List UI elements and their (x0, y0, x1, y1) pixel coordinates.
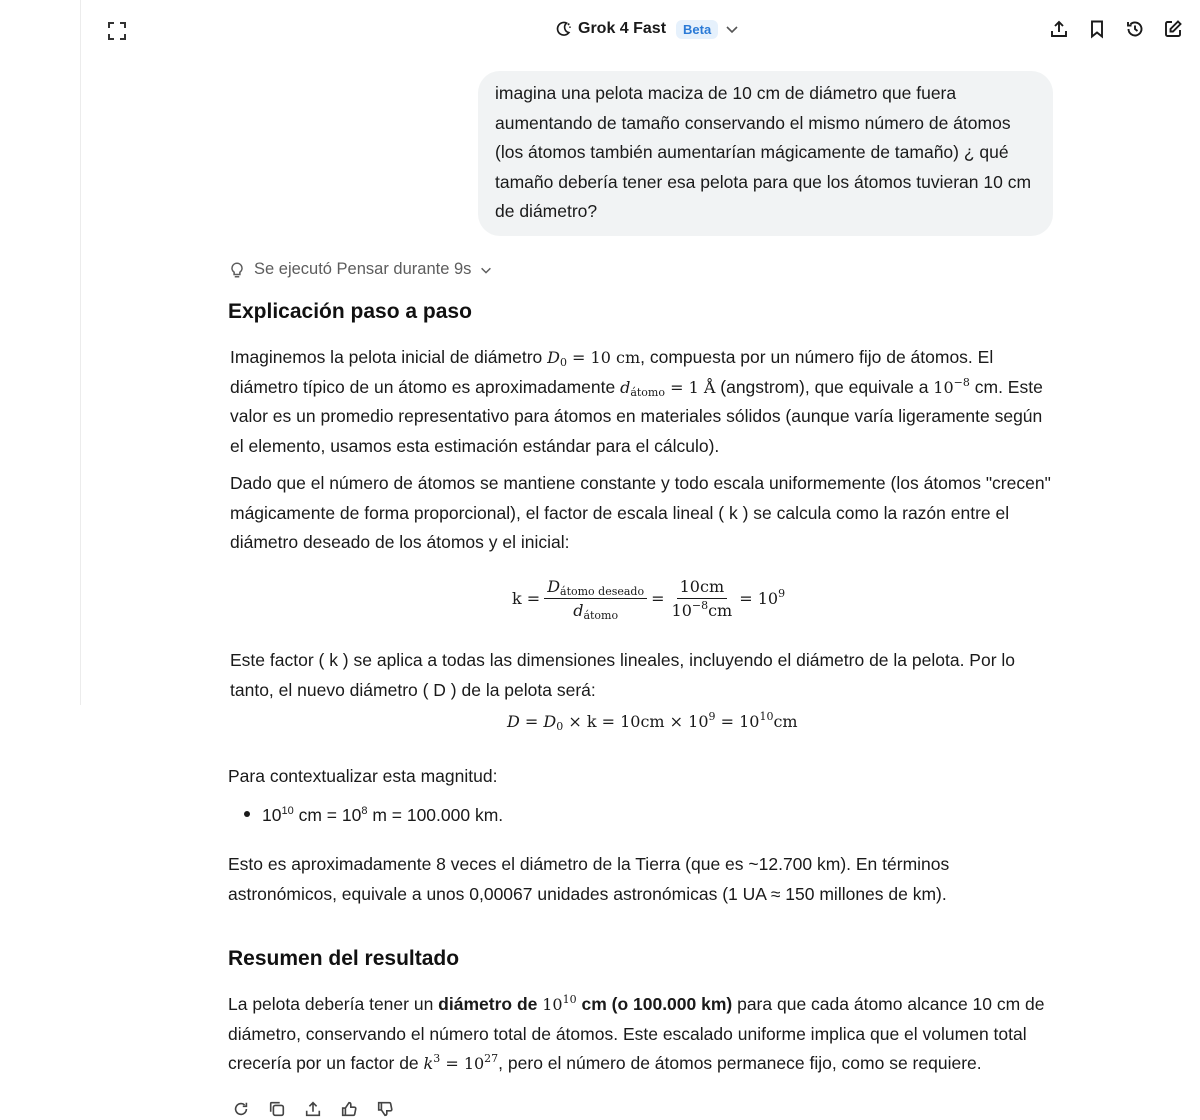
regenerate-button[interactable] (230, 1098, 252, 1120)
list-item: $10^{10}$ cm = $10^8$ m = 100.000 km. (244, 803, 503, 827)
lightbulb-icon (228, 261, 246, 279)
math-ten-minus-eight: $10^{-8}$ (933, 375, 970, 397)
like-button[interactable] (338, 1098, 360, 1120)
share-button[interactable] (1046, 16, 1072, 42)
equation-scale-factor: k = $\frac{D_{átomo deseado}}{d_{átomo}}$ = $\frac{10cm}{10^{-8}cm}$ = $10^9$ (512, 576, 786, 622)
fraction-values: $\frac{10cm}{10^{-8}cm}$ (671, 576, 733, 620)
copy-button[interactable] (266, 1098, 288, 1120)
math-ten-ten: $10^{10}$ (542, 993, 577, 1014)
fraction-atom-diameters: $\frac{D_{átomo deseado}}{d_{átomo}}$ (544, 577, 647, 620)
history-button[interactable] (1122, 16, 1148, 42)
paragraph-summary: La pelota debería tener un diámetro de $10^{10}$ cm (o 100.000 km) para que cada átomo alcance 10 cm de diámetro, conservando el número total de átomos. Este escalado uniforme implica que el volumen total crecería por un factor de $k^3 = 10^{27}$, pero el número de átomos permanece fijo, como se requiere. (228, 993, 1045, 1074)
edit-icon (1163, 19, 1183, 39)
paragraph-intro: Imaginemos la pelota inicial de diámetro $D_0 = 10$ cm, compuesta por un número fijo de átomos. El diámetro típico de un átomo es aproximadamente $d_{átomo} = 1$ Å (angstrom), que equivale a $10^{-8}$ cm. Este valor es un promedio representativo para átomos en materiales sólidos (aunque varía ligeramente según el elemento, usamos esta estimación estándar para el cálculo). (230, 347, 1043, 456)
user-message: imagina una pelota maciza de 10 cm de diámetro que fuera aumentando de tamaño conservando el mismo número de átomos (los átomos también aumentarían mágicamente de tamaño) ¿ qué tamaño debería tener esa pelota para que los átomos tuvieran 10 cm de diámetro? (478, 71, 1053, 236)
paragraph-context: Para contextualizar esta magnitud: (228, 766, 498, 786)
heading-summary: Resumen del resultado (228, 947, 460, 970)
beta-badge: Beta (676, 20, 718, 39)
expand-sidebar-button[interactable] (104, 18, 130, 44)
paragraph-apply-factor: Este factor ( k ) se aplica a todas las dimensiones lineales, incluyendo el diámetro de la pelota. Por lo tanto, el nuevo diámetro ( D ) de la pelota será: (230, 650, 1016, 700)
copy-icon (268, 1100, 286, 1118)
expand-icon (107, 21, 127, 41)
moon-icon (554, 20, 572, 38)
math-d0: $D_0 = 10$ cm (547, 348, 641, 369)
response-actions (230, 1098, 396, 1120)
equation-new-diameter: $D = D_0 \times k = 10cm \times 10^9 = 10^{10}cm$ (507, 710, 798, 733)
thinking-toggle[interactable] (228, 260, 493, 279)
bookmark-button[interactable] (1084, 16, 1110, 42)
paragraph-earth-comparison: Esto es aproximadamente 8 veces el diámetro de la Tierra (que es ~12.700 km). En términos astronómicos, equivale a unos 0,00067 unidades astronómicas (1 UA ≈ 150 millones de km). (228, 854, 950, 904)
sidebar-rail (0, 0, 81, 705)
heading-step-by-step: Explicación paso a paso (228, 300, 472, 323)
bullet-dot (244, 811, 250, 817)
top-actions (1046, 16, 1186, 42)
paragraph-scale-factor: Dado que el número de átomos se mantiene constante y todo escala uniformemente (los átomos "crecen" mágicamente de forma proporcional), el factor de escala lineal ( k ) se calcula como la razón entre el diámetro deseado de los átomos y el inicial: (230, 473, 1051, 553)
model-name: Grok 4 Fast (578, 20, 667, 37)
math-k-cubed: $k^3 = 10^{27}$ (423, 1052, 499, 1074)
thumbs-up-icon (340, 1100, 358, 1118)
share-icon (304, 1100, 322, 1118)
chevron-down-icon (724, 21, 740, 37)
bookmark-icon (1087, 19, 1107, 39)
thumbs-down-icon (376, 1100, 394, 1118)
dislike-button[interactable] (374, 1098, 396, 1120)
history-icon (1125, 19, 1145, 39)
math-d-atom: $d_{átomo} = 1$ Å (620, 377, 716, 399)
chevron-down-icon (479, 263, 493, 277)
share-response-button[interactable] (302, 1098, 324, 1120)
model-selector[interactable] (554, 16, 740, 42)
thinking-label: Se ejecutó Pensar durante 9s (254, 260, 472, 278)
new-chat-button[interactable] (1160, 16, 1186, 42)
share-icon (1049, 19, 1069, 39)
regenerate-icon (232, 1100, 250, 1118)
